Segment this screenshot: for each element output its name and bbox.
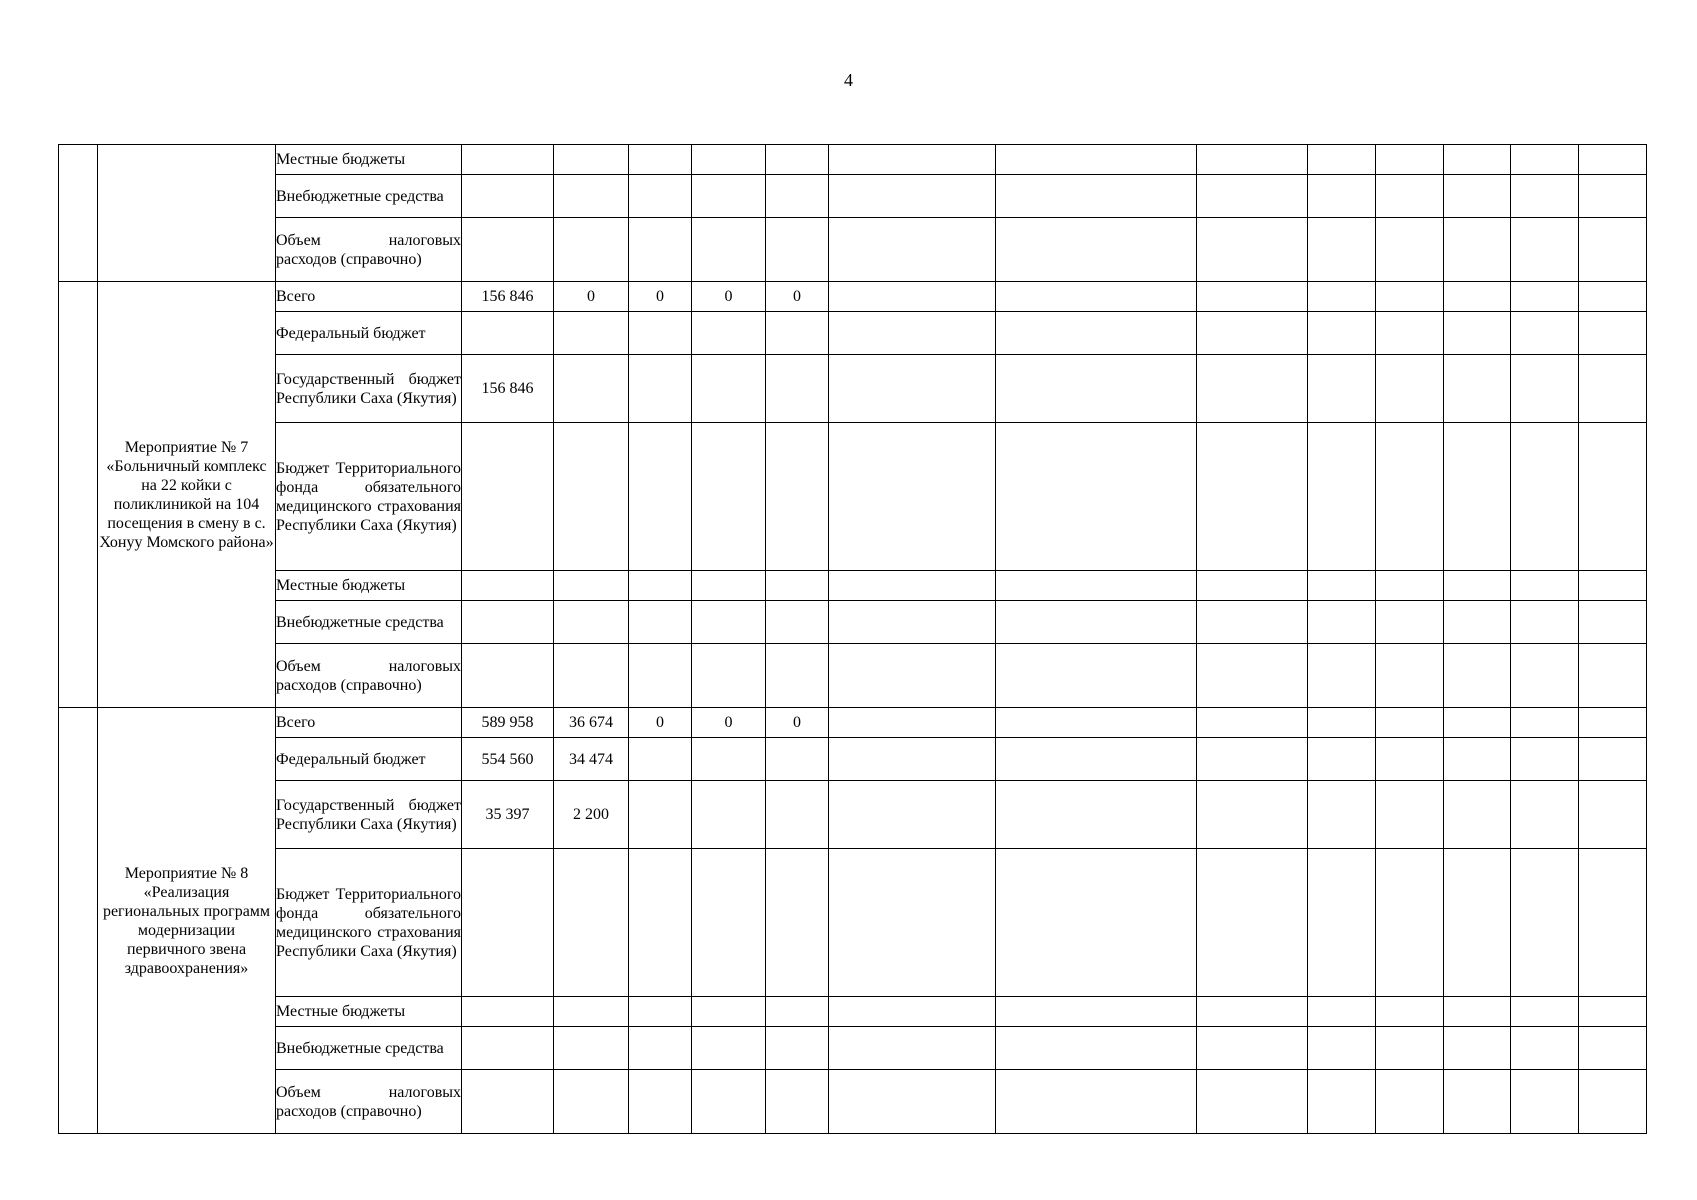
empty-cell	[829, 282, 996, 312]
empty-cell	[1376, 849, 1444, 997]
empty-cell	[1308, 601, 1376, 644]
empty-cell	[1579, 781, 1647, 849]
empty-cell	[1444, 997, 1511, 1027]
empty-cell	[1444, 601, 1511, 644]
empty-cell	[1444, 145, 1511, 175]
value-cell	[554, 218, 629, 282]
value-cell	[766, 145, 829, 175]
budget-table	[58, 144, 1647, 1134]
empty-cell	[1197, 1070, 1308, 1134]
empty-cell	[1308, 145, 1376, 175]
empty-cell	[1579, 218, 1647, 282]
source-label: Внебюджетные средства	[276, 1027, 462, 1070]
empty-cell	[996, 738, 1197, 781]
value-cell	[766, 571, 829, 601]
value-cell	[692, 218, 766, 282]
source-label: Объем налоговых расходов (справочно)	[276, 644, 462, 708]
empty-cell	[996, 312, 1197, 355]
empty-cell	[1308, 355, 1376, 423]
empty-cell	[1308, 849, 1376, 997]
value-cell: 156 846	[462, 282, 554, 312]
empty-cell	[1511, 145, 1579, 175]
empty-cell	[829, 1070, 996, 1134]
value-cell	[554, 644, 629, 708]
empty-cell	[996, 781, 1197, 849]
empty-cell	[1444, 781, 1511, 849]
empty-cell	[1376, 145, 1444, 175]
table-row	[59, 145, 1647, 175]
value-cell	[766, 355, 829, 423]
value-cell: 0	[554, 282, 629, 312]
value-cell	[462, 601, 554, 644]
value-cell	[554, 601, 629, 644]
empty-cell	[1197, 145, 1308, 175]
empty-cell	[1308, 644, 1376, 708]
empty-cell	[1511, 1070, 1579, 1134]
value-cell	[554, 312, 629, 355]
empty-cell	[1308, 571, 1376, 601]
value-cell	[766, 601, 829, 644]
empty-cell	[996, 355, 1197, 423]
empty-cell	[1444, 571, 1511, 601]
empty-cell	[1579, 145, 1647, 175]
empty-cell	[1444, 644, 1511, 708]
empty-cell	[1197, 312, 1308, 355]
value-cell	[766, 423, 829, 571]
empty-cell	[1511, 1027, 1579, 1070]
empty-cell	[1308, 997, 1376, 1027]
source-label: Всего	[276, 282, 462, 312]
empty-cell	[1579, 355, 1647, 423]
empty-cell	[996, 601, 1197, 644]
source-label: Объем налоговых расходов (справочно)	[276, 218, 462, 282]
empty-cell	[1579, 423, 1647, 571]
source-label: Всего	[276, 708, 462, 738]
empty-cell	[996, 1027, 1197, 1070]
empty-cell	[1376, 218, 1444, 282]
empty-cell	[996, 644, 1197, 708]
value-cell	[692, 1070, 766, 1134]
table-row	[59, 175, 1647, 218]
table-row	[59, 571, 1647, 601]
value-cell	[766, 781, 829, 849]
empty-cell	[829, 218, 996, 282]
empty-cell	[1376, 175, 1444, 218]
empty-cell	[1511, 175, 1579, 218]
empty-cell	[1197, 423, 1308, 571]
value-cell	[554, 571, 629, 601]
empty-cell	[1197, 175, 1308, 218]
value-cell	[629, 738, 692, 781]
empty-cell	[829, 997, 996, 1027]
empty-cell	[996, 282, 1197, 312]
value-cell	[692, 571, 766, 601]
value-cell	[629, 1027, 692, 1070]
table-row	[59, 601, 1647, 644]
page-number: 4	[844, 70, 853, 90]
empty-cell	[1376, 1070, 1444, 1134]
empty-cell	[829, 644, 996, 708]
value-cell	[629, 218, 692, 282]
empty-cell	[829, 423, 996, 571]
empty-cell	[829, 571, 996, 601]
empty-cell	[1376, 644, 1444, 708]
empty-cell	[1444, 282, 1511, 312]
value-cell	[554, 1027, 629, 1070]
empty-cell	[1308, 1070, 1376, 1134]
empty-cell	[1308, 1027, 1376, 1070]
value-cell: 0	[692, 708, 766, 738]
empty-cell	[1444, 738, 1511, 781]
value-cell	[554, 849, 629, 997]
value-cell	[692, 644, 766, 708]
empty-cell	[996, 849, 1197, 997]
table-row	[59, 1027, 1647, 1070]
value-cell: 0	[766, 708, 829, 738]
value-cell	[692, 738, 766, 781]
empty-cell	[1376, 708, 1444, 738]
value-cell	[629, 423, 692, 571]
empty-cell	[829, 738, 996, 781]
empty-cell	[1444, 708, 1511, 738]
value-cell	[692, 145, 766, 175]
empty-cell	[1579, 282, 1647, 312]
empty-cell	[1376, 355, 1444, 423]
empty-cell	[1308, 423, 1376, 571]
empty-cell	[996, 708, 1197, 738]
value-cell	[554, 423, 629, 571]
empty-cell	[1308, 708, 1376, 738]
value-cell	[629, 571, 692, 601]
value-cell: 0	[629, 282, 692, 312]
empty-cell	[1579, 738, 1647, 781]
table-row	[59, 355, 1647, 423]
value-cell	[462, 644, 554, 708]
value-cell	[629, 312, 692, 355]
empty-cell	[1197, 997, 1308, 1027]
value-cell	[462, 997, 554, 1027]
empty-cell	[1444, 1027, 1511, 1070]
empty-cell	[1579, 1070, 1647, 1134]
empty-cell	[1511, 738, 1579, 781]
empty-cell	[1197, 708, 1308, 738]
value-cell	[629, 849, 692, 997]
empty-cell	[1579, 571, 1647, 601]
empty-cell	[1511, 312, 1579, 355]
value-cell	[766, 312, 829, 355]
empty-cell	[1197, 781, 1308, 849]
value-cell: 156 846	[462, 355, 554, 423]
value-cell	[692, 423, 766, 571]
value-cell	[629, 355, 692, 423]
activity-7-title-cell	[98, 282, 276, 708]
empty-cell	[996, 145, 1197, 175]
empty-cell	[1511, 849, 1579, 997]
empty-cell	[1376, 601, 1444, 644]
activity-7-title: Мероприятие № 7 «Больничный комплекс на 22 койки с поликлиникой на 104 посещения в смену в с. Хонуу Момского района»	[99, 438, 274, 551]
empty-cell	[829, 175, 996, 218]
value-cell	[692, 312, 766, 355]
empty-cell	[1579, 601, 1647, 644]
table-row	[59, 218, 1647, 282]
empty-cell	[1579, 175, 1647, 218]
empty-cell	[829, 708, 996, 738]
source-label: Внебюджетные средства	[276, 175, 462, 218]
value-cell	[766, 644, 829, 708]
empty-cell	[1511, 571, 1579, 601]
empty-cell	[1444, 312, 1511, 355]
activity-7-block	[59, 282, 1647, 708]
value-cell	[629, 781, 692, 849]
value-cell: 36 674	[554, 708, 629, 738]
empty-cell	[996, 1070, 1197, 1134]
value-cell	[462, 145, 554, 175]
empty-cell	[1197, 849, 1308, 997]
value-cell	[692, 781, 766, 849]
empty-cell	[1308, 738, 1376, 781]
empty-cell	[1308, 218, 1376, 282]
value-cell: 589 958	[462, 708, 554, 738]
value-cell	[462, 1070, 554, 1134]
empty-cell	[1511, 601, 1579, 644]
source-label: Государственный бюджет Республики Саха (Якутия)	[276, 355, 462, 423]
empty-cell	[996, 175, 1197, 218]
value-cell	[766, 997, 829, 1027]
empty-cell	[1308, 282, 1376, 312]
value-cell	[554, 355, 629, 423]
source-label: Внебюджетные средства	[276, 601, 462, 644]
source-label: Государственный бюджет Республики Саха (Якутия)	[276, 781, 462, 849]
activity-8-title: Мероприятие № 8 «Реализация региональных программ модернизации первичного звена здравоохранения»	[102, 864, 271, 977]
value-cell: 554 560	[462, 738, 554, 781]
empty-cell	[1511, 708, 1579, 738]
empty-cell	[1308, 312, 1376, 355]
empty-cell	[1197, 355, 1308, 423]
table-row	[59, 1070, 1647, 1134]
value-cell: 0	[629, 708, 692, 738]
source-label: Местные бюджеты	[276, 145, 462, 175]
value-cell	[766, 175, 829, 218]
value-cell	[629, 175, 692, 218]
activity-8-block	[59, 708, 1647, 1134]
empty-cell	[829, 312, 996, 355]
empty-cell	[829, 355, 996, 423]
source-label: Федеральный бюджет	[276, 312, 462, 355]
empty-cell	[996, 997, 1197, 1027]
empty-cell	[1197, 218, 1308, 282]
value-cell	[554, 145, 629, 175]
empty-cell	[1511, 282, 1579, 312]
value-cell: 0	[766, 282, 829, 312]
empty-cell	[1197, 644, 1308, 708]
empty-cell	[1444, 423, 1511, 571]
empty-cell	[1579, 849, 1647, 997]
value-cell	[462, 571, 554, 601]
continued-block	[59, 145, 1647, 282]
empty-cell	[1197, 1027, 1308, 1070]
empty-cell	[1579, 997, 1647, 1027]
empty-cell	[996, 423, 1197, 571]
value-cell	[766, 1027, 829, 1070]
value-cell	[766, 849, 829, 997]
empty-cell	[1511, 423, 1579, 571]
empty-cell	[1511, 355, 1579, 423]
value-cell: 2 200	[554, 781, 629, 849]
source-label: Федеральный бюджет	[276, 738, 462, 781]
table-row	[59, 708, 1647, 738]
table-row	[59, 997, 1647, 1027]
table-row	[59, 781, 1647, 849]
source-label: Местные бюджеты	[276, 997, 462, 1027]
empty-cell	[1308, 781, 1376, 849]
source-label: Местные бюджеты	[276, 571, 462, 601]
value-cell	[462, 312, 554, 355]
empty-cell	[829, 1027, 996, 1070]
table-row	[59, 738, 1647, 781]
row-number-cell	[59, 708, 98, 1134]
empty-cell	[829, 601, 996, 644]
value-cell: 34 474	[554, 738, 629, 781]
row-number-cell	[59, 282, 98, 708]
table-row	[59, 849, 1647, 997]
empty-cell	[1197, 738, 1308, 781]
empty-cell	[1579, 708, 1647, 738]
value-cell	[629, 601, 692, 644]
value-cell: 0	[692, 282, 766, 312]
empty-cell	[1376, 781, 1444, 849]
value-cell	[766, 738, 829, 781]
empty-cell	[1579, 1027, 1647, 1070]
empty-cell	[1376, 1027, 1444, 1070]
empty-cell	[1376, 997, 1444, 1027]
empty-cell	[1197, 601, 1308, 644]
empty-cell	[829, 781, 996, 849]
empty-cell	[1444, 1070, 1511, 1134]
empty-cell	[996, 218, 1197, 282]
value-cell	[692, 1027, 766, 1070]
value-cell	[692, 849, 766, 997]
empty-cell	[1376, 738, 1444, 781]
value-cell	[766, 1070, 829, 1134]
empty-cell	[1511, 218, 1579, 282]
empty-cell	[1376, 571, 1444, 601]
value-cell	[462, 218, 554, 282]
table-row	[59, 423, 1647, 571]
value-cell	[629, 997, 692, 1027]
value-cell	[692, 997, 766, 1027]
table-row	[59, 282, 1647, 312]
empty-cell	[1444, 355, 1511, 423]
empty-cell	[1444, 175, 1511, 218]
empty-cell	[1511, 781, 1579, 849]
value-cell	[692, 601, 766, 644]
empty-cell	[1376, 312, 1444, 355]
value-cell	[629, 145, 692, 175]
source-label: Бюджет Территориального фонда обязательного медицинского страхования Республики Саха (Якутия)	[276, 849, 462, 997]
empty-cell	[996, 571, 1197, 601]
empty-cell	[829, 849, 996, 997]
value-cell	[554, 1070, 629, 1134]
table-row	[59, 312, 1647, 355]
empty-cell	[1511, 997, 1579, 1027]
value-cell	[692, 355, 766, 423]
value-cell	[692, 175, 766, 218]
value-cell	[462, 849, 554, 997]
empty-cell	[1376, 423, 1444, 571]
source-label: Бюджет Территориального фонда обязательного медицинского страхования Республики Саха (Якутия)	[276, 423, 462, 571]
empty-cell	[1444, 849, 1511, 997]
value-cell	[554, 175, 629, 218]
empty-cell	[1579, 644, 1647, 708]
value-cell	[766, 218, 829, 282]
value-cell	[629, 1070, 692, 1134]
table-row	[59, 644, 1647, 708]
value-cell	[462, 423, 554, 571]
empty-cell	[1376, 282, 1444, 312]
activity-cell	[98, 145, 276, 282]
value-cell	[462, 1027, 554, 1070]
empty-cell	[1511, 644, 1579, 708]
empty-cell	[1197, 282, 1308, 312]
value-cell	[629, 644, 692, 708]
empty-cell	[1197, 571, 1308, 601]
row-number-cell	[59, 145, 98, 282]
empty-cell	[1579, 312, 1647, 355]
activity-8-title-cell	[98, 708, 276, 1134]
empty-cell	[829, 145, 996, 175]
value-cell	[462, 175, 554, 218]
empty-cell	[1308, 175, 1376, 218]
value-cell: 35 397	[462, 781, 554, 849]
source-label: Объем налоговых расходов (справочно)	[276, 1070, 462, 1134]
value-cell	[554, 997, 629, 1027]
empty-cell	[1444, 218, 1511, 282]
